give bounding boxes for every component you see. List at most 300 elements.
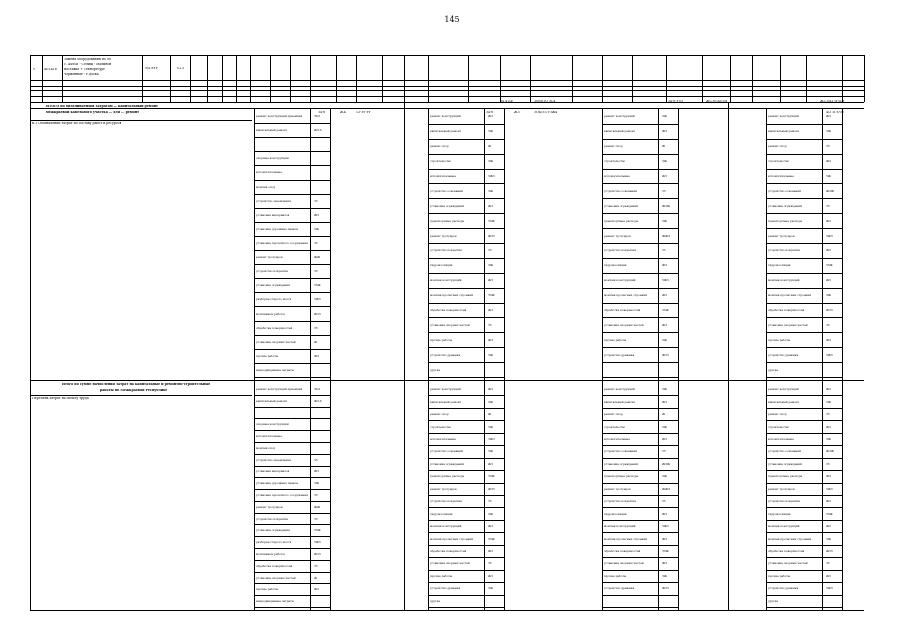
- block-row-rule: [602, 347, 678, 348]
- block-d-lower-label-3: строительство: [768, 426, 790, 429]
- block-a-upper-label-5: монтаж опор: [256, 186, 276, 189]
- block-b-lower-value-9: ЗЗ: [488, 500, 492, 503]
- block-row-rule: [254, 222, 330, 223]
- block-row-rule: [602, 258, 678, 259]
- section1-total-a: ЗХ-б: [318, 111, 326, 114]
- header-col: [780, 55, 781, 102]
- block-d-upper-value-5: ЖЗЖ: [826, 190, 835, 193]
- block-d-upper-label-13: обработка поверхностей: [768, 309, 805, 312]
- block-c-lower-label-4: вспомогательные: [604, 438, 630, 441]
- block-b-upper-label-10: гидроизоляция: [430, 264, 453, 267]
- block-row-rule: [254, 123, 330, 124]
- block-a-lower-label-11: устройство покрытия: [256, 518, 288, 521]
- block-divider: [310, 108, 311, 610]
- block-a-upper-label-0: ремонт конструкций приемник: [256, 115, 303, 118]
- block-c-upper-value-2: Ж: [662, 145, 666, 148]
- block-d-lower-label-10: гидроизоляция: [768, 513, 791, 516]
- block-c-upper-label-5: устройство оснований: [604, 190, 637, 193]
- block-a-lower-label-14: монтажные работы: [256, 553, 285, 556]
- block-a-upper-value-14: ЖЗЗ: [314, 313, 321, 316]
- block-b-lower-label-7: транспортные расходы: [430, 475, 465, 478]
- left-border: [30, 102, 31, 610]
- block-row-rule: [602, 243, 678, 244]
- block-b-upper-label-6: установка ограждений: [430, 205, 465, 208]
- section2-subrule: [30, 395, 252, 396]
- block-row-rule: [766, 420, 842, 421]
- block-a-lower-label-13: разборка старого моста: [256, 541, 292, 544]
- block-d-lower-value-14: ЗЗ: [826, 562, 830, 565]
- block-d-upper-value-1: ЗЖ: [826, 130, 831, 133]
- block-b-lower-value-5: ЗЖ: [488, 450, 493, 453]
- block-b-upper-value-7: ЗЗЖ: [488, 220, 495, 223]
- top-row-desc-2: поставка + Техноресурс: [64, 68, 106, 71]
- top-row-num: У: [33, 68, 36, 71]
- block-row-rule: [428, 303, 504, 304]
- block-d-lower-label-6: установка ограждений: [768, 463, 803, 466]
- block-a-lower-value-13: ЗЖЗ: [314, 541, 321, 544]
- block-row-rule: [254, 442, 330, 443]
- block-b-lower-label-13: обработка поверхностей: [430, 550, 467, 553]
- block-b-lower-value-4: ЗЖЗ: [488, 438, 495, 441]
- block-row-rule: [766, 169, 842, 170]
- block-c-upper-label-3: строительство: [604, 160, 626, 163]
- block-c-lower-value-13: ЗЗЖ: [662, 550, 669, 553]
- block-b-lower-label-16: устройство дренажа: [430, 587, 461, 590]
- block-row-rule: [428, 288, 504, 289]
- block-d-lower-value-16: ЗЖЗ: [826, 587, 833, 590]
- block-a-lower-value-7: ЖЗ: [314, 470, 319, 473]
- block-b-upper-value-0: ЖЗ: [488, 115, 493, 118]
- block-row-rule: [428, 570, 504, 571]
- header-value-4: ЖСЗУ/АОЗЙ: [706, 100, 728, 103]
- block-c-lower-value-7: ЗЖ: [662, 475, 667, 478]
- block-d-upper-value-7: ЖЗ: [826, 220, 831, 223]
- block-c-upper-value-6: ЖЗЖ: [662, 205, 671, 208]
- block-c-lower-label-15: прочие работы: [604, 575, 627, 578]
- block-b-lower-label-2: ремонт опор: [430, 413, 449, 416]
- block-d-lower-label-7: транспортные расходы: [768, 475, 803, 478]
- block-a-lower-label-4: вспомогательные: [256, 435, 282, 438]
- block-row-rule: [254, 264, 330, 265]
- block-row-rule: [428, 273, 504, 274]
- block-c-lower-value-8: ЖЖЗ: [662, 488, 671, 491]
- block-row-rule: [254, 572, 330, 573]
- block-row-rule: [766, 243, 842, 244]
- block-c-upper-label-1: капитальный ремонт: [604, 130, 636, 133]
- block-row-rule: [254, 595, 330, 596]
- block-d-upper-label-0: ремонт конструкций: [768, 115, 799, 118]
- block-d-lower-value-10: ЗЗЖ: [826, 513, 833, 516]
- block-row-rule: [428, 470, 504, 471]
- block-row-rule: [602, 288, 678, 289]
- block-a-lower-value-15: ЗЗ: [314, 565, 318, 568]
- block-c-upper-label-10: гидроизоляция: [604, 264, 627, 267]
- block-d-lower-label-11: монтаж конструкций: [768, 525, 800, 528]
- block-b-upper-label-0: ремонт конструкций: [430, 115, 461, 118]
- block-d-upper-value-16: ЗЖЗ: [826, 354, 833, 357]
- block-d-upper-label-2: ремонт опор: [768, 145, 787, 148]
- block-row-rule: [602, 545, 678, 546]
- header-col: [806, 55, 807, 102]
- block-row-rule: [602, 332, 678, 333]
- block-row-rule: [766, 303, 842, 304]
- block-d-upper-value-13: ЖЗЗ: [826, 309, 833, 312]
- block-a-upper-label-13: разборка старого моста: [256, 298, 292, 301]
- block-a-upper-value-8: ЗЖ: [314, 228, 319, 231]
- block-d-lower-label-2: ремонт опор: [768, 413, 787, 416]
- block-b-upper-label-14: установка опорных частей: [430, 324, 470, 327]
- header-col: [270, 55, 271, 102]
- block-row-rule: [254, 151, 330, 152]
- block-d-lower-label-16: устройство дренажа: [768, 587, 799, 590]
- block-b-upper-value-9: ЗЗ: [488, 249, 492, 252]
- block-row-rule: [428, 520, 504, 521]
- block-a-upper-label-12: установка ограждения: [256, 284, 290, 287]
- block-d-lower-value-11: ЖЗ: [826, 525, 831, 528]
- block-c-upper-label-8: ремонт тротуаров: [604, 235, 631, 238]
- block-b-lower-label-6: установка ограждений: [430, 463, 465, 466]
- block-row-rule: [766, 483, 842, 484]
- block-c-upper-label-12: монтаж пролётных строений: [604, 294, 648, 297]
- block-row-rule: [602, 139, 678, 140]
- block-row-rule: [254, 548, 330, 549]
- block-row-rule: [428, 258, 504, 259]
- block-c-lower-label-11: монтаж конструкций: [604, 525, 636, 528]
- block-row-rule: [602, 228, 678, 229]
- block-b-lower-value-7: ЗЗЖ: [488, 475, 495, 478]
- block-c-lower-value-2: Ж: [662, 413, 666, 416]
- block-b-upper-value-15: ЖЗ: [488, 339, 493, 342]
- block-b-upper-label-2: ремонт опор: [430, 145, 449, 148]
- block-d-upper-value-3: ЖЗ: [826, 160, 831, 163]
- block-d-upper-label-16: устройство дренажа: [768, 354, 799, 357]
- block-c-upper-value-1: ЖЗ: [662, 130, 667, 133]
- header-col: [290, 55, 291, 102]
- block-row-rule: [428, 458, 504, 459]
- block-c-lower-value-3: ЗЖ: [662, 426, 667, 429]
- block-right: [678, 108, 679, 610]
- block-a-lower-value-14: ЖЗЗ: [314, 553, 321, 556]
- block-row-rule: [766, 198, 842, 199]
- block-row-rule: [254, 236, 330, 237]
- block-c-upper-label-13: обработка поверхностей: [604, 309, 641, 312]
- block-row-rule: [602, 377, 678, 378]
- block-row-rule: [766, 124, 842, 125]
- block-row-rule: [254, 430, 330, 431]
- block-row-rule: [766, 154, 842, 155]
- block-row-rule: [428, 507, 504, 508]
- block-b-upper-label-1: капитальный ремонт: [430, 130, 462, 133]
- block-row-rule: [254, 607, 330, 608]
- section2-subtitle: Перечень затрат на оплату труда: [32, 397, 89, 400]
- header-col: [666, 55, 667, 102]
- block-d-upper-value-12: ЗЖ: [826, 294, 831, 297]
- section1-total-d: ЗХ-б: [486, 111, 494, 114]
- block-row-rule: [602, 483, 678, 484]
- block-a-upper-value-10: ЖЖ: [314, 256, 321, 259]
- header-col: [500, 55, 501, 102]
- header-value-1: ЗХ 4 БЕ: [500, 100, 513, 103]
- block-b-upper-label-5: устройство оснований: [430, 190, 463, 193]
- header-col: [42, 55, 43, 102]
- block-row-rule: [602, 317, 678, 318]
- block-c-upper-value-5: ЗЗ: [662, 190, 666, 193]
- header-rule: [30, 102, 864, 103]
- block-c-upper-value-9: ЗЗ: [662, 249, 666, 252]
- block-a-lower-label-1: капитальный ремонт: [256, 400, 288, 403]
- block-row-rule: [602, 595, 678, 596]
- block-right: [330, 108, 331, 610]
- block-a-lower-label-16: установка опорных частей: [256, 577, 296, 580]
- block-row-rule: [254, 165, 330, 166]
- block-d-lower-value-13: ЖЗЗ: [826, 550, 833, 553]
- block-row-rule: [766, 183, 842, 184]
- block-b-upper-label-4: вспомогательные: [430, 175, 456, 178]
- block-b-lower-label-11: монтаж конструкций: [430, 525, 462, 528]
- header-col: [428, 55, 429, 102]
- block-row-rule: [254, 407, 330, 408]
- block-b-lower-value-12: ЗЗЖ: [488, 538, 495, 541]
- block-d-upper-label-1: капитальный ремонт: [768, 130, 800, 133]
- header-col: [30, 55, 31, 102]
- block-row-rule: [428, 532, 504, 533]
- block-b-upper-value-13: ЖЗ: [488, 309, 493, 312]
- section1-total-f: ЗОБ/ЗТЛ-ЗЖ4: [534, 111, 558, 114]
- block-b-lower-label-5: устройство оснований: [430, 450, 463, 453]
- block-a-lower-label-9: установка пролётного сооружения: [256, 494, 308, 497]
- header-col: [142, 55, 143, 102]
- block-row-rule: [602, 570, 678, 571]
- block-b-upper-label-3: строительство: [430, 160, 452, 163]
- block-c-upper-label-9: устройство покрытия: [604, 249, 636, 252]
- block-b-lower-value-13: ЖЗ: [488, 550, 493, 553]
- block-a-upper-label-7: установка материалов: [256, 214, 290, 217]
- block-b-lower-value-2: Ж: [488, 413, 492, 416]
- block-row-rule: [428, 545, 504, 546]
- block-row-rule: [254, 454, 330, 455]
- top-row-desc-1: с. АФНИ - Селищ - Малинов: [64, 63, 112, 66]
- block-row-rule: [766, 495, 842, 496]
- header-col: [752, 55, 753, 102]
- block-row-rule: [254, 321, 330, 322]
- block-row-rule: [602, 303, 678, 304]
- block-row-rule: [766, 445, 842, 446]
- block-row-rule: [766, 377, 842, 378]
- block-c-upper-value-13: ЗЗЖ: [662, 309, 669, 312]
- block-row-rule: [602, 532, 678, 533]
- block-row-rule: [428, 582, 504, 583]
- block-row-rule: [766, 347, 842, 348]
- block-b-lower-label-9: устройство покрытия: [430, 500, 462, 503]
- block-a-lower-label-5: монтаж опор: [256, 447, 276, 450]
- block-d-upper-value-14: ЗЗ: [826, 324, 830, 327]
- block-b-lower-value-14: ЗЗ: [488, 562, 492, 565]
- block-b-lower-label-12: монтаж пролётных строений: [430, 538, 474, 541]
- header-rule: [30, 55, 864, 56]
- block-a-upper-value-1: ЖЗ-б: [314, 129, 322, 132]
- block-row-rule: [602, 408, 678, 409]
- block-d-lower-label-9: устройство покрытия: [768, 500, 800, 503]
- block-row-rule: [766, 470, 842, 471]
- block-row-rule: [602, 495, 678, 496]
- block-d-upper-value-9: ЖЗ: [826, 249, 831, 252]
- block-row-rule: [766, 520, 842, 521]
- block-a-lower-label-3: опорные конструкции: [256, 423, 289, 426]
- block-row-rule: [766, 273, 842, 274]
- block-a-upper-value-13: ЗЖЗ: [314, 298, 321, 301]
- block-row-rule: [254, 418, 330, 419]
- block-d-lower-label-15: прочие работы: [768, 575, 791, 578]
- block-b-lower-label-1: капитальный ремонт: [430, 401, 462, 404]
- section2-rule: [30, 380, 864, 381]
- block-left: [254, 108, 255, 610]
- section1-subtitle: п.1 Обозначение затрат по составу работ и ресурсов: [32, 122, 122, 125]
- block-c-lower-label-7: транспортные расходы: [604, 475, 639, 478]
- block-d-lower-label-0: ремонт конструкций: [768, 388, 799, 391]
- block-a-upper-label-17: прочие работы: [256, 355, 279, 358]
- page-number: 145: [444, 15, 460, 24]
- block-d-upper-value-8: ЗЖЗ: [826, 235, 833, 238]
- block-a-lower-label-12: установка ограждения: [256, 529, 290, 532]
- block-row-rule: [254, 250, 330, 251]
- block-d-upper-value-2: ЗЗ: [826, 145, 830, 148]
- block-row-rule: [428, 362, 504, 363]
- top-row-code: А01Б1б: [44, 68, 57, 71]
- block-b-upper-label-13: обработка поверхностей: [430, 309, 467, 312]
- block-b-lower-value-10: ЗЖ: [488, 513, 493, 516]
- block-row-rule: [766, 507, 842, 508]
- block-b-upper-label-11: монтаж конструкций: [430, 279, 462, 282]
- block-row-rule: [602, 395, 678, 396]
- block-row-rule: [766, 228, 842, 229]
- block-d-lower-value-9: ЖЗ: [826, 500, 831, 503]
- block-d-upper-label-6: установка ограждений: [768, 205, 803, 208]
- block-c-lower-label-13: обработка поверхностей: [604, 550, 641, 553]
- block-row-rule: [602, 213, 678, 214]
- block-a-upper-label-6: устройство заземления: [256, 200, 291, 203]
- block-row-rule: [254, 477, 330, 478]
- block-a-lower-value-6: ЗЗ: [314, 459, 318, 462]
- block-d-upper-label-4: вспомогательные: [768, 175, 794, 178]
- block-row-rule: [254, 292, 330, 293]
- block-row-rule: [254, 180, 330, 181]
- block-row-rule: [766, 213, 842, 214]
- block-a-lower-value-9: ЗЗ: [314, 494, 318, 497]
- block-a-lower-value-10: ЖЖ: [314, 506, 321, 509]
- block-a-lower-label-10: ремонт тротуаров: [256, 506, 283, 509]
- block-a-upper-label-15: обработка поверхностей: [256, 327, 293, 330]
- block-c-lower-label-3: строительство: [604, 426, 626, 429]
- block-row-rule: [254, 335, 330, 336]
- block-row-rule: [602, 557, 678, 558]
- block-c-lower-value-0: ЗЖ: [662, 388, 667, 391]
- block-row-rule: [254, 208, 330, 209]
- block-c-upper-label-6: установка ограждений: [604, 205, 639, 208]
- block-c-lower-value-5: ЗЗ: [662, 450, 666, 453]
- block-c-lower-label-5: устройство оснований: [604, 450, 637, 453]
- block-row-rule: [428, 408, 504, 409]
- block-b-upper-value-14: ЗЗ: [488, 324, 492, 327]
- section1-title-1: межкраевой кабельного участка ... для ... ремонт: [46, 111, 140, 114]
- block-a-upper-value-15: ЗЗ: [314, 327, 318, 330]
- block-row-rule: [602, 169, 678, 170]
- block-d-upper-label-5: устройство оснований: [768, 190, 801, 193]
- block-row-rule: [428, 420, 504, 421]
- block-d-lower-value-3: ЖЗ: [826, 426, 831, 429]
- block-row-rule: [602, 273, 678, 274]
- block-a-lower-label-15: обработка поверхностей: [256, 565, 293, 568]
- header-col: [170, 55, 171, 102]
- block-row-rule: [428, 317, 504, 318]
- block-row-rule: [766, 395, 842, 396]
- block-row-rule: [254, 278, 330, 279]
- block-row-rule: [428, 483, 504, 484]
- block-c-upper-label-7: транспортные расходы: [604, 220, 639, 223]
- block-row-rule: [254, 489, 330, 490]
- block-a-upper-label-11: устройство покрытия: [256, 270, 288, 273]
- block-a-upper-label-14: монтажные работы: [256, 313, 285, 316]
- block-c-upper-value-8: ЖЖЗ: [662, 235, 671, 238]
- block-row-rule: [766, 545, 842, 546]
- block-b-lower-label-17: другие: [430, 600, 441, 603]
- header-col: [190, 55, 191, 102]
- block-row-rule: [428, 198, 504, 199]
- header-col: [336, 55, 337, 102]
- block-c-upper-label-2: ремонт опор: [604, 145, 623, 148]
- block-a-upper-label-9: установка пролётного сооружения: [256, 242, 308, 245]
- header-value-5: ЖСЗ/АТЗУ/ДИ: [820, 100, 845, 103]
- block-c-lower-label-0: ремонт конструкций: [604, 388, 635, 391]
- block-row-rule: [254, 536, 330, 537]
- block-row-rule: [428, 332, 504, 333]
- block-c-lower-label-6: установка ограждений: [604, 463, 639, 466]
- block-d-lower-value-0: ЖЗ: [826, 388, 831, 391]
- block-row-rule: [428, 395, 504, 396]
- block-c-lower-value-1: ЖЗ: [662, 401, 667, 404]
- header-col: [310, 55, 311, 102]
- block-row-rule: [602, 198, 678, 199]
- block-row-rule: [428, 124, 504, 125]
- block-a-upper-label-1: капитальный ремонт: [256, 129, 288, 132]
- header-col: [222, 55, 223, 102]
- block-row-rule: [254, 501, 330, 502]
- block-b-lower-value-15: ЖЗ: [488, 575, 493, 578]
- block-row-rule: [428, 377, 504, 378]
- block-c-lower-value-4: ЖЗ: [662, 438, 667, 441]
- block-c-upper-label-15: прочие работы: [604, 339, 627, 342]
- block-row-rule: [766, 582, 842, 583]
- header-col: [702, 55, 703, 102]
- block-d-upper-value-0: ЖЗ: [826, 115, 831, 118]
- block-row-rule: [602, 445, 678, 446]
- block-c-upper-value-14: ЖЗ: [662, 324, 667, 327]
- header-col: [530, 55, 531, 102]
- block-c-lower-value-15: ЗЖ: [662, 575, 667, 578]
- block-a-lower-label-18: непредвиденные затраты: [256, 600, 294, 603]
- block-right: [504, 108, 505, 610]
- header-col: [356, 55, 357, 102]
- block-c-upper-label-14: установка опорных частей: [604, 324, 644, 327]
- block-row-rule: [602, 507, 678, 508]
- block-row-rule: [254, 377, 330, 378]
- header-col: [842, 55, 843, 102]
- block-c-lower-label-12: монтаж пролётных строений: [604, 538, 648, 541]
- block-row-rule: [602, 420, 678, 421]
- header-col: [382, 55, 383, 102]
- block-c-lower-value-10: ЖЗ: [662, 513, 667, 516]
- block-b-lower-label-3: строительство: [430, 426, 452, 429]
- block-b-upper-label-16: устройство дренажа: [430, 354, 461, 357]
